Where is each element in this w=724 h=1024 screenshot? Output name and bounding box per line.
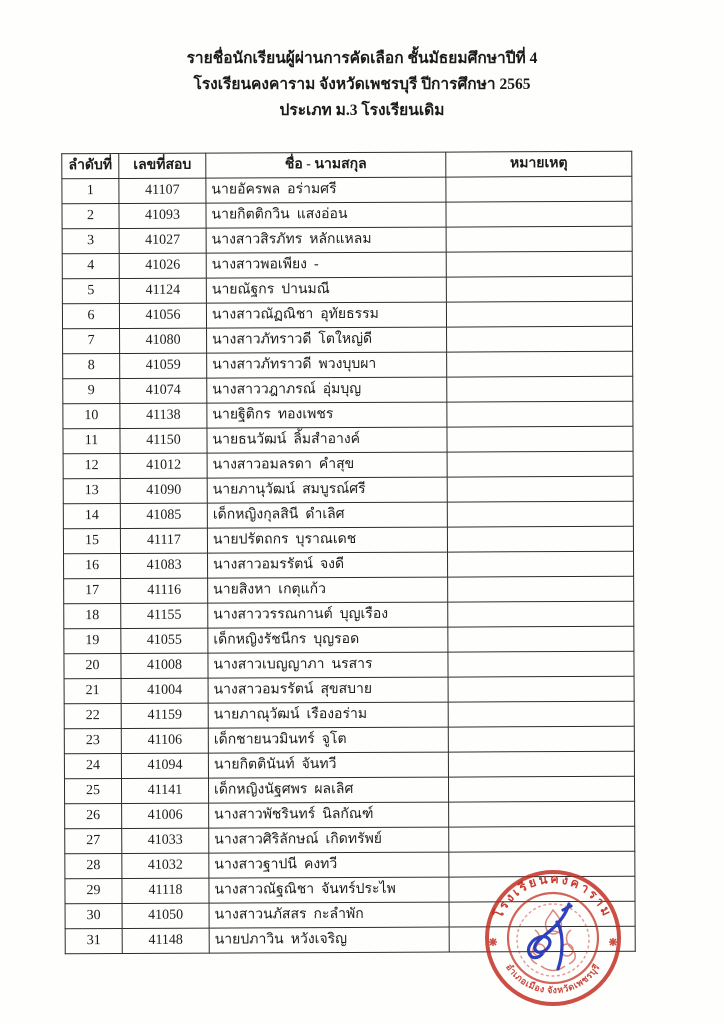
cell-index: 13 xyxy=(63,478,120,503)
cell-remark xyxy=(448,576,634,602)
stamp-text-top: โรงเรียนคงคาราม xyxy=(491,871,615,921)
cell-remark xyxy=(447,451,633,477)
cell-name: นางสาวอมลรดา คำสุข xyxy=(207,452,447,478)
table-row xyxy=(64,776,634,803)
cell-exam-number: 41055 xyxy=(121,628,208,653)
table-row xyxy=(63,376,633,403)
cell-name: นายปภาวิน หวังเจริญ xyxy=(209,927,449,953)
cell-remark xyxy=(446,226,632,252)
cell-remark xyxy=(447,351,633,377)
cell-name: นายสิงหา เกตุแก้ว xyxy=(208,577,448,603)
cell-exam-number: 41155 xyxy=(121,603,208,628)
cell-exam-number: 41033 xyxy=(122,828,209,853)
cell-index: 22 xyxy=(64,703,121,728)
table-row xyxy=(63,526,633,553)
cell-name: นายภานุวัฒน์ สมบูรณ์ศรี xyxy=(207,477,447,503)
cell-remark xyxy=(448,651,634,677)
cell-exam-number: 41056 xyxy=(119,303,206,328)
table-row xyxy=(64,551,634,578)
cell-exam-number: 41059 xyxy=(120,353,207,378)
table-row xyxy=(64,751,634,778)
cell-exam-number: 41118 xyxy=(122,878,209,903)
table-row xyxy=(63,476,633,503)
cell-index: 16 xyxy=(64,553,121,578)
cell-remark xyxy=(448,776,634,802)
cell-remark xyxy=(448,701,634,727)
cell-remark xyxy=(446,276,632,302)
cell-name: นางสาวศิริลักษณ์ เกิดทรัพย์ xyxy=(209,827,449,853)
cell-remark xyxy=(449,801,635,827)
header-cell-exam-number: เลขที่สอบ xyxy=(119,153,206,178)
table-row xyxy=(64,651,634,678)
cell-index: 18 xyxy=(64,603,121,628)
cell-index: 4 xyxy=(62,253,119,278)
cell-name: นายธนวัฒน์ ลิ้มสำอางค์ xyxy=(207,427,447,453)
cell-exam-number: 41027 xyxy=(119,228,206,253)
cell-exam-number: 41150 xyxy=(120,428,207,453)
table-row xyxy=(62,301,632,328)
table-row xyxy=(64,576,634,603)
cell-remark xyxy=(448,751,634,777)
cell-name: นางสาวนภัสสร กะลำพัก xyxy=(209,902,449,928)
cell-exam-number: 41090 xyxy=(120,478,207,503)
cell-index: 3 xyxy=(62,228,119,253)
cell-exam-number: 41083 xyxy=(121,553,208,578)
header-cell-remark: หมายเหตุ xyxy=(446,151,632,177)
cell-index: 8 xyxy=(63,353,120,378)
table-row xyxy=(63,326,633,353)
cell-index: 19 xyxy=(64,628,121,653)
table-row xyxy=(62,251,632,278)
table-row xyxy=(63,451,633,478)
cell-exam-number: 41085 xyxy=(120,503,207,528)
cell-name: นางสาวพัชรินทร์ นิลกัณฑ์ xyxy=(209,802,449,828)
cell-index: 27 xyxy=(65,828,122,853)
cell-index: 25 xyxy=(64,778,121,803)
cell-remark xyxy=(447,426,633,452)
header-cell-index: ลำดับที่ xyxy=(62,153,119,178)
cell-index: 1 xyxy=(62,178,119,203)
table-row xyxy=(63,401,633,428)
table-row xyxy=(65,926,635,953)
cell-name: เด็กชายนวมินทร์ จูโต xyxy=(208,727,448,753)
cell-exam-number: 41012 xyxy=(120,453,207,478)
cell-exam-number: 41138 xyxy=(120,403,207,428)
cell-index: 23 xyxy=(64,728,121,753)
cell-name: นางสาวอมรรัตน์ สุขสบาย xyxy=(208,677,448,703)
table-row xyxy=(64,626,634,653)
cell-exam-number: 41093 xyxy=(119,203,206,228)
cell-name: นางสาวภัทราวดี โตใหญ่ดี xyxy=(207,327,447,353)
table-row xyxy=(63,426,633,453)
cell-name: นายกิตตินันท์ จันทวี xyxy=(208,752,448,778)
cell-remark xyxy=(449,901,635,927)
cell-exam-number: 41074 xyxy=(120,378,207,403)
cell-exam-number: 41117 xyxy=(120,528,207,553)
cell-exam-number: 41159 xyxy=(121,703,208,728)
table-row xyxy=(65,876,635,903)
cell-name: นางสาวอมรรัตน์ จงดี xyxy=(208,552,448,578)
cell-index: 11 xyxy=(63,428,120,453)
cell-exam-number: 41026 xyxy=(119,253,206,278)
student-table-body xyxy=(62,176,635,953)
cell-remark xyxy=(447,401,633,427)
cell-index: 15 xyxy=(63,528,120,553)
cell-index: 2 xyxy=(62,203,119,228)
cell-name: นางสาวสิรภัทร หลักแหลม xyxy=(206,227,446,253)
table-row xyxy=(64,601,634,628)
table-row xyxy=(64,726,634,753)
cell-remark xyxy=(448,601,634,627)
cell-remark xyxy=(446,251,632,277)
cell-exam-number: 41116 xyxy=(121,578,208,603)
cell-index: 31 xyxy=(65,928,122,953)
cell-remark xyxy=(446,176,632,202)
cell-index: 17 xyxy=(64,578,121,603)
doc-title-line-3: ประเภท ม.3 โรงเรียนเดิม xyxy=(279,102,445,119)
student-table xyxy=(61,151,635,954)
cell-remark xyxy=(447,376,633,402)
table-header-row xyxy=(62,151,632,178)
cell-exam-number: 41148 xyxy=(122,928,209,953)
cell-name: นางสาวเบญญาภา นรสาร xyxy=(208,652,448,678)
cell-remark xyxy=(447,501,633,527)
cell-remark xyxy=(448,626,634,652)
table-row xyxy=(65,851,635,878)
cell-remark xyxy=(449,851,635,877)
cell-remark xyxy=(448,676,634,702)
cell-index: 24 xyxy=(64,753,121,778)
cell-exam-number: 41008 xyxy=(121,653,208,678)
table-row xyxy=(65,801,635,828)
cell-name: นางสาวฐาปนี คงทวี xyxy=(209,852,449,878)
cell-name: นายกิตติกวิน แสงอ่อน xyxy=(206,202,446,228)
cell-name: นายภาณุวัฒน์ เรืองอร่าม xyxy=(208,702,448,728)
table-row xyxy=(65,901,635,928)
cell-remark xyxy=(449,826,635,852)
cell-index: 28 xyxy=(65,853,122,878)
cell-exam-number: 41006 xyxy=(122,803,209,828)
table-row xyxy=(62,201,632,228)
cell-name: นางสาวพอเพียง - xyxy=(206,252,446,278)
cell-name: นางสาววฎาภรณ์ อุ่มบุญ xyxy=(207,377,447,403)
cell-index: 9 xyxy=(63,378,120,403)
cell-name: นางสาวณัฏณิชา อุทัยธรรม xyxy=(206,302,446,328)
cell-exam-number: 41106 xyxy=(121,728,208,753)
table-row xyxy=(62,276,632,303)
cell-index: 29 xyxy=(65,878,122,903)
student-table-container xyxy=(61,151,635,954)
table-row xyxy=(64,701,634,728)
cell-name: เด็กหญิงรัชนีกร บุญรอด xyxy=(208,627,448,653)
cell-index: 20 xyxy=(64,653,121,678)
cell-name: เด็กหญิงนัฐศพร ผลเลิศ xyxy=(208,777,448,803)
cell-exam-number: 41124 xyxy=(119,278,206,303)
table-row xyxy=(65,826,635,853)
cell-index: 14 xyxy=(63,503,120,528)
document-title xyxy=(0,46,724,124)
table-row xyxy=(62,176,632,203)
cell-index: 6 xyxy=(62,303,119,328)
cell-name: นายปรัตถกร บุราณเดช xyxy=(207,527,447,553)
cell-exam-number: 41141 xyxy=(121,778,208,803)
cell-index: 26 xyxy=(65,803,122,828)
cell-remark xyxy=(449,926,635,952)
cell-remark xyxy=(447,526,633,552)
cell-remark xyxy=(447,551,633,577)
doc-title-line-1: รายชื่อนักเรียนผู้ผ่านการคัดเลือก ชั้นมัธยมศึกษาปีที่ 4 xyxy=(186,50,538,67)
cell-exam-number: 41094 xyxy=(121,753,208,778)
table-row xyxy=(64,676,634,703)
svg-text:อำเภอเมือง จังหวัดเพชรบุรี xyxy=(504,962,602,995)
cell-name: นางสาววรรณกานต์ บุญเรือง xyxy=(208,602,448,628)
cell-exam-number: 41004 xyxy=(121,678,208,703)
cell-index: 21 xyxy=(64,678,121,703)
table-row xyxy=(63,351,633,378)
stamp-text-bottom: อำเภอเมือง จังหวัดเพชรบุรี xyxy=(504,961,602,996)
table-row xyxy=(63,501,633,528)
header-cell-name: ชื่อ - นามสกุล xyxy=(206,152,446,178)
cell-remark xyxy=(449,876,635,902)
cell-exam-number: 41107 xyxy=(119,178,206,203)
cell-name: นายฐิติกร ทองเพชร xyxy=(207,402,447,428)
cell-exam-number: 41032 xyxy=(122,853,209,878)
cell-name: นายอัครพล อร่ามศรี xyxy=(206,177,446,203)
cell-index: 10 xyxy=(63,403,120,428)
doc-title-line-2: โรงเรียนคงคาราม จังหวัดเพชรบุรี ปีการศึกษา 2565 xyxy=(193,76,531,93)
cell-remark xyxy=(447,476,633,502)
cell-index: 7 xyxy=(63,328,120,353)
cell-index: 5 xyxy=(62,278,119,303)
cell-exam-number: 41050 xyxy=(122,903,209,928)
cell-remark xyxy=(446,301,632,327)
cell-name: นางสาวณัฐณิชา จันทร์ประไพ xyxy=(209,877,449,903)
cell-exam-number: 41080 xyxy=(120,328,207,353)
cell-remark xyxy=(448,726,634,752)
cell-remark xyxy=(447,326,633,352)
cell-name: นางสาวภัทราวดี พวงบุบผา xyxy=(207,352,447,378)
cell-remark xyxy=(446,201,632,227)
table-row xyxy=(62,226,632,253)
cell-index: 12 xyxy=(63,453,120,478)
cell-name: เด็กหญิงกุลสินี ดำเลิศ xyxy=(207,502,447,528)
cell-name: นายณัฐกร ปานมณี xyxy=(206,277,446,303)
cell-index: 30 xyxy=(65,903,122,928)
